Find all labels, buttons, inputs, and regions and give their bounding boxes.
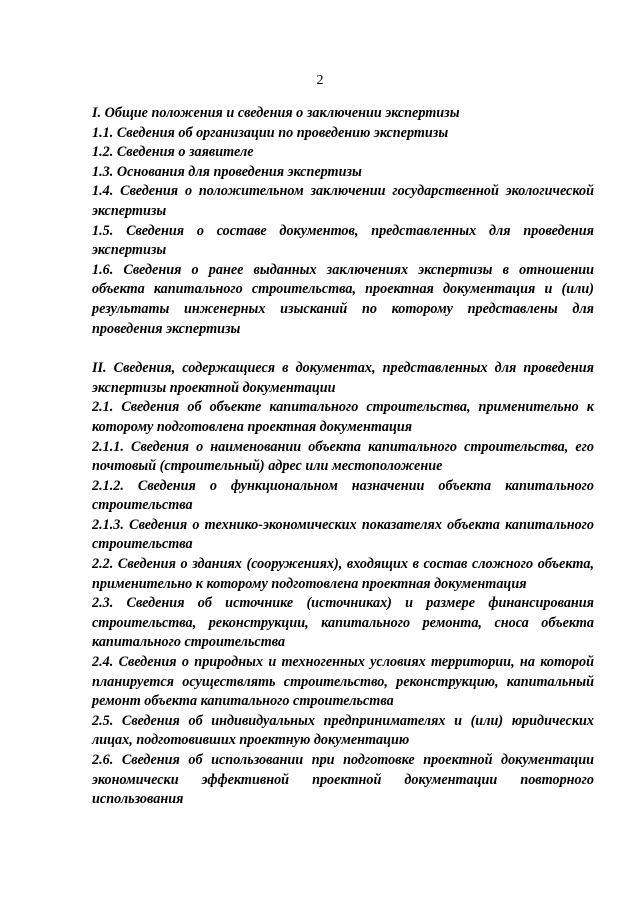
toc-item-1-4: 1.4. Сведения о положительном заключении государственной экологической экспертизы bbox=[92, 183, 594, 219]
toc-item-2-1-2: 2.1.2. Сведения о функциональном назначении объекта капитального строительства bbox=[92, 477, 594, 514]
table-of-contents bbox=[92, 104, 594, 810]
toc-item-1-5: 1.5. Сведения о составе документов, представленных для проведения экспертизы bbox=[92, 222, 594, 259]
toc-item-1-6: 1.6. Сведения о ранее выданных заключениях экспертизы в отношении объекта капитального строительства, проектная документация и (или) результаты инженерных изысканий по которому представлены для проведения экспертизы bbox=[92, 261, 594, 337]
section-2-heading: II. Сведения, содержащиеся в документах, представленных для проведения экспертизы проектной документации bbox=[92, 360, 594, 396]
toc-item-1-2: 1.2. Сведения о заявителе bbox=[92, 144, 254, 161]
toc-item-2-6: 2.6. Сведения об использовании при подготовке проектной документации экономически эффективной проектной документации повторного использования bbox=[92, 752, 594, 808]
toc-item-2-3: 2.3. Сведения об источнике (источниках) и размере финансирования строительства, реконструкции, капитального ремонта, сноса объекта капитального строительства bbox=[92, 595, 594, 651]
toc-item-1-3: 1.3. Основания для проведения экспертизы bbox=[92, 163, 362, 180]
toc-item-2-1: 2.1. Сведения об объекте капитального строительства, применительно к которому подготовлена проектная документация bbox=[92, 399, 594, 435]
toc-item-2-1-3: 2.1.3. Сведения о технико-экономических показателях объекта капитального строительства bbox=[92, 516, 594, 553]
toc-item-1-1: 1.1. Сведения об организации по проведению экспертизы bbox=[92, 124, 449, 141]
section-1-heading: I. Общие положения и сведения о заключении экспертизы bbox=[92, 105, 460, 121]
toc-item-2-2: 2.2. Сведения о зданиях (сооружениях), входящих в состав сложного объекта, применительно к которому подготовлена проектная документация bbox=[92, 556, 594, 592]
toc-item-2-5: 2.5. Сведения об индивидуальных предпринимателях и (или) юридических лицах, подготовивших проектную документацию bbox=[92, 712, 594, 749]
section-spacer bbox=[92, 339, 594, 359]
page-number: 2 bbox=[316, 73, 324, 88]
toc-item-2-4: 2.4. Сведения о природных и техногенных условиях территории, на которой планируется осуществлять строительство, реконструкцию, капитальный ремонт объекта капитального строительства bbox=[92, 654, 594, 710]
toc-item-2-1-1: 2.1.1. Сведения о наименовании объекта капитального строительства, его почтовый (строительный) адрес или местоположение bbox=[92, 438, 594, 475]
